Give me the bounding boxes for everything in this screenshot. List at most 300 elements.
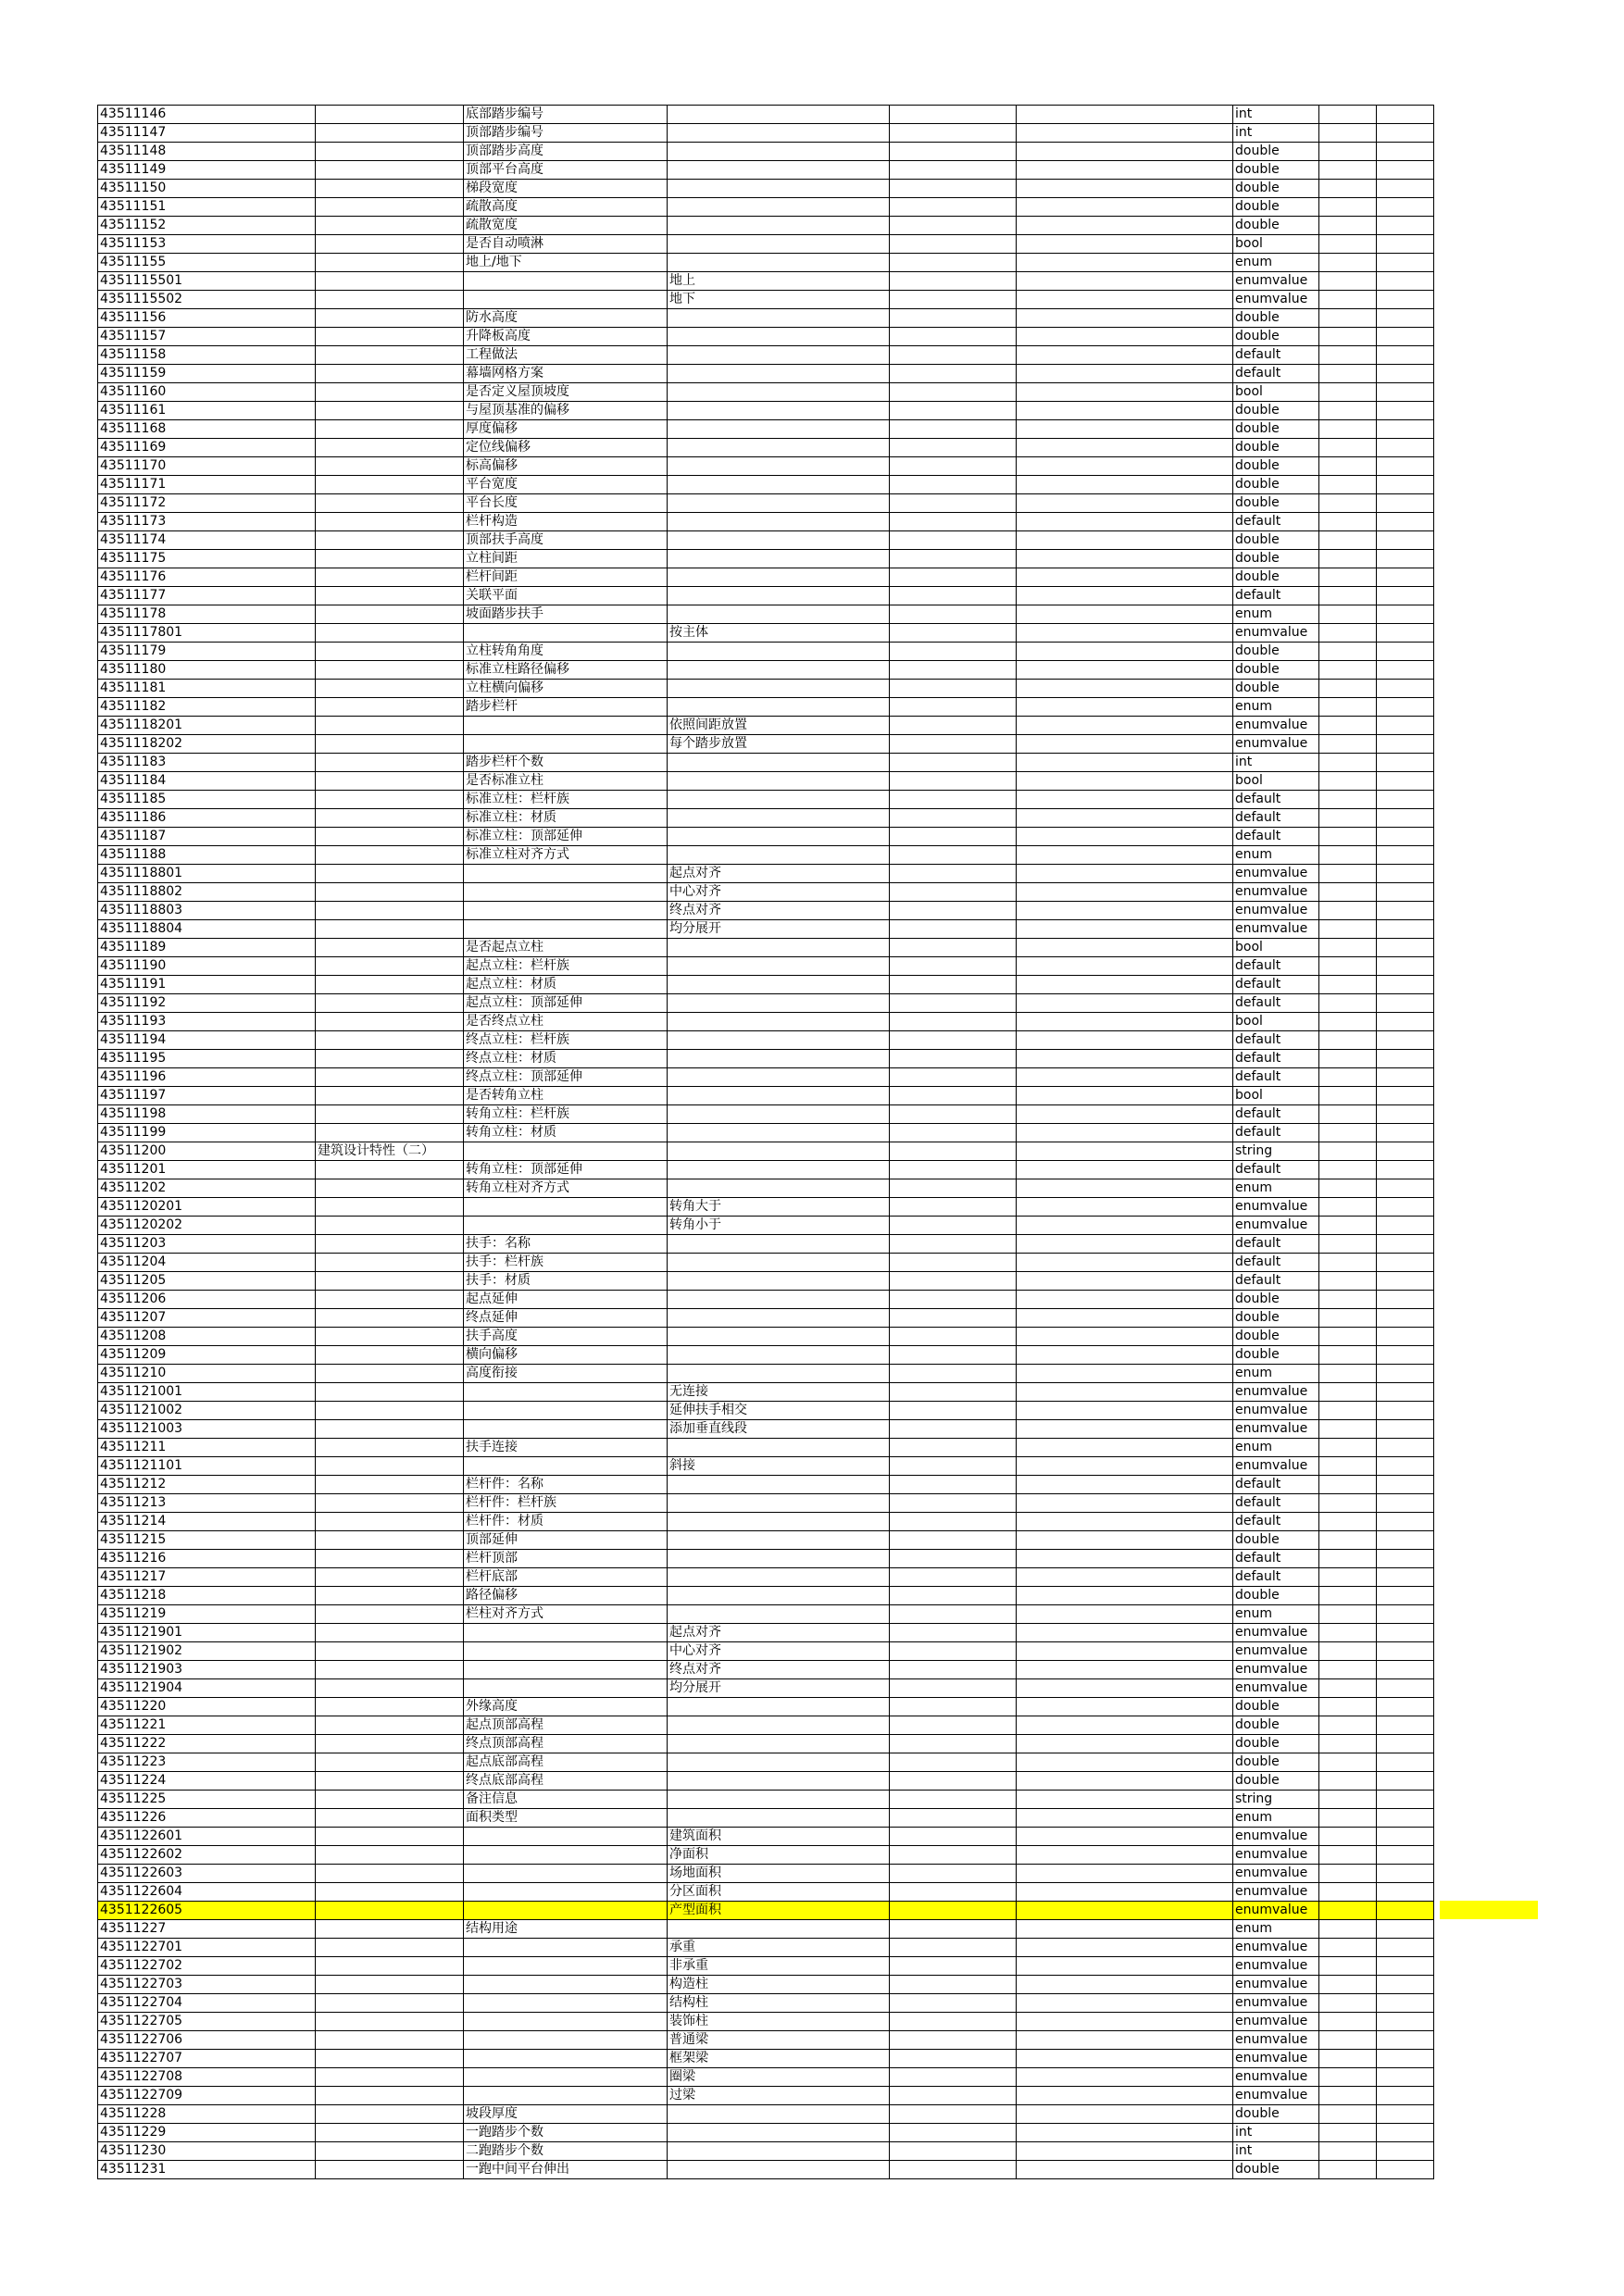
empty-cell[interactable]	[1377, 717, 1434, 735]
enum-option-cell[interactable]	[668, 1309, 890, 1328]
code-cell[interactable]: 43511217	[98, 1568, 316, 1587]
enum-option-cell[interactable]	[668, 605, 890, 624]
code-cell[interactable]: 43511198	[98, 1105, 316, 1124]
property-name-cell[interactable]: 栏杆件：名称	[464, 1476, 668, 1494]
code-cell[interactable]: 4351121001	[98, 1383, 316, 1402]
data-type-cell[interactable]: bool	[1233, 939, 1319, 957]
empty-cell[interactable]	[1377, 1568, 1434, 1587]
property-name-cell[interactable]: 转角立柱：栏杆族	[464, 1105, 668, 1124]
property-name-cell[interactable]: 顶部平台高度	[464, 161, 668, 180]
code-cell[interactable]: 4351122709	[98, 2087, 316, 2105]
enum-option-cell[interactable]: 按主体	[668, 624, 890, 643]
empty-cell[interactable]	[890, 1328, 1017, 1346]
code-cell[interactable]: 4351118801	[98, 865, 316, 883]
empty-cell[interactable]	[1377, 476, 1434, 494]
enum-option-cell[interactable]: 添加垂直线段	[668, 1420, 890, 1439]
category-cell[interactable]	[316, 920, 464, 939]
empty-cell[interactable]	[1319, 309, 1377, 328]
code-cell[interactable]: 43511193	[98, 1013, 316, 1031]
empty-cell[interactable]	[1377, 217, 1434, 235]
empty-cell[interactable]	[1319, 920, 1377, 939]
empty-cell[interactable]	[890, 1587, 1017, 1605]
property-name-cell[interactable]	[464, 1679, 668, 1698]
empty-cell[interactable]	[1319, 1661, 1377, 1679]
data-type-cell[interactable]: double	[1233, 1531, 1319, 1550]
code-cell[interactable]: 4351118202	[98, 735, 316, 754]
empty-cell[interactable]	[890, 865, 1017, 883]
code-cell[interactable]: 4351118804	[98, 920, 316, 939]
code-cell[interactable]: 43511219	[98, 1605, 316, 1624]
data-type-cell[interactable]: default	[1233, 1254, 1319, 1272]
enum-option-cell[interactable]	[668, 124, 890, 143]
category-cell[interactable]	[316, 254, 464, 272]
code-cell[interactable]: 43511207	[98, 1309, 316, 1328]
empty-cell[interactable]	[1017, 106, 1233, 124]
code-cell[interactable]: 43511231	[98, 2161, 316, 2179]
category-cell[interactable]	[316, 717, 464, 735]
empty-cell[interactable]	[890, 2087, 1017, 2105]
data-type-cell[interactable]: double	[1233, 680, 1319, 698]
empty-cell[interactable]	[1377, 1531, 1434, 1550]
empty-cell[interactable]	[1319, 1420, 1377, 1439]
category-cell[interactable]	[316, 1939, 464, 1957]
category-cell[interactable]	[316, 754, 464, 772]
empty-cell[interactable]	[1017, 1513, 1233, 1531]
enum-option-cell[interactable]: 起点对齐	[668, 865, 890, 883]
enum-option-cell[interactable]	[668, 1550, 890, 1568]
empty-cell[interactable]	[1377, 1272, 1434, 1291]
empty-cell[interactable]	[1319, 2161, 1377, 2179]
category-cell[interactable]	[316, 828, 464, 846]
category-cell[interactable]	[316, 1976, 464, 1994]
data-type-cell[interactable]: enumvalue	[1233, 1420, 1319, 1439]
data-type-cell[interactable]: enumvalue	[1233, 1642, 1319, 1661]
empty-cell[interactable]	[1319, 346, 1377, 365]
empty-cell[interactable]	[1319, 1735, 1377, 1753]
property-name-cell[interactable]: 是否标准立柱	[464, 772, 668, 791]
empty-cell[interactable]	[1377, 1550, 1434, 1568]
empty-cell[interactable]	[1017, 180, 1233, 198]
category-cell[interactable]	[316, 1365, 464, 1383]
data-type-cell[interactable]: double	[1233, 1735, 1319, 1753]
empty-cell[interactable]	[890, 457, 1017, 476]
empty-cell[interactable]	[1377, 550, 1434, 568]
code-cell[interactable]: 43511174	[98, 531, 316, 550]
empty-cell[interactable]	[1017, 2050, 1233, 2068]
property-name-cell[interactable]	[464, 2050, 668, 2068]
property-name-cell[interactable]: 标高偏移	[464, 457, 668, 476]
empty-cell[interactable]	[1319, 957, 1377, 976]
code-cell[interactable]: 43511195	[98, 1050, 316, 1068]
empty-cell[interactable]	[1319, 513, 1377, 531]
empty-cell[interactable]	[890, 309, 1017, 328]
data-type-cell[interactable]: double	[1233, 143, 1319, 161]
data-type-cell[interactable]: double	[1233, 217, 1319, 235]
empty-cell[interactable]	[890, 883, 1017, 902]
code-cell[interactable]: 4351121901	[98, 1624, 316, 1642]
enum-option-cell[interactable]	[668, 994, 890, 1013]
code-cell[interactable]: 43511191	[98, 976, 316, 994]
category-cell[interactable]	[316, 865, 464, 883]
data-type-cell[interactable]: enumvalue	[1233, 1939, 1319, 1957]
empty-cell[interactable]	[1319, 1809, 1377, 1828]
code-cell[interactable]: 43511206	[98, 1291, 316, 1309]
empty-cell[interactable]	[1017, 1439, 1233, 1457]
empty-cell[interactable]	[890, 1105, 1017, 1124]
empty-cell[interactable]	[890, 365, 1017, 383]
empty-cell[interactable]	[1377, 402, 1434, 420]
empty-cell[interactable]	[1319, 1328, 1377, 1346]
empty-cell[interactable]	[1017, 1753, 1233, 1772]
empty-cell[interactable]	[1319, 1679, 1377, 1698]
empty-cell[interactable]	[1319, 754, 1377, 772]
code-cell[interactable]: 43511222	[98, 1735, 316, 1753]
empty-cell[interactable]	[890, 1494, 1017, 1513]
code-cell[interactable]: 4351122602	[98, 1846, 316, 1865]
empty-cell[interactable]	[890, 1198, 1017, 1217]
empty-cell[interactable]	[1319, 1365, 1377, 1383]
code-cell[interactable]: 4351122703	[98, 1976, 316, 1994]
category-cell[interactable]	[316, 568, 464, 587]
empty-cell[interactable]	[890, 2105, 1017, 2124]
empty-cell[interactable]	[1017, 1679, 1233, 1698]
empty-cell[interactable]	[1377, 1179, 1434, 1198]
empty-cell[interactable]	[890, 994, 1017, 1013]
enum-option-cell[interactable]	[668, 846, 890, 865]
code-cell[interactable]: 43511169	[98, 439, 316, 457]
empty-cell[interactable]	[890, 1735, 1017, 1753]
property-name-cell[interactable]: 升降板高度	[464, 328, 668, 346]
category-cell[interactable]	[316, 1587, 464, 1605]
category-cell[interactable]	[316, 1087, 464, 1105]
category-cell[interactable]	[316, 365, 464, 383]
empty-cell[interactable]	[890, 1235, 1017, 1254]
empty-cell[interactable]	[1377, 1346, 1434, 1365]
empty-cell[interactable]	[1377, 939, 1434, 957]
empty-cell[interactable]	[1377, 1420, 1434, 1439]
empty-cell[interactable]	[1377, 1642, 1434, 1661]
empty-cell[interactable]	[1017, 476, 1233, 494]
empty-cell[interactable]	[1319, 2087, 1377, 2105]
data-type-cell[interactable]: default	[1233, 828, 1319, 846]
enum-option-cell[interactable]	[668, 476, 890, 494]
data-type-cell[interactable]: default	[1233, 1124, 1319, 1142]
category-cell[interactable]	[316, 1050, 464, 1068]
empty-cell[interactable]	[1017, 1828, 1233, 1846]
empty-cell[interactable]	[890, 939, 1017, 957]
enum-option-cell[interactable]	[668, 680, 890, 698]
data-type-cell[interactable]: enumvalue	[1233, 1457, 1319, 1476]
category-cell[interactable]	[316, 624, 464, 643]
empty-cell[interactable]	[1377, 309, 1434, 328]
empty-cell[interactable]	[1377, 1328, 1434, 1346]
data-type-cell[interactable]: int	[1233, 2142, 1319, 2161]
data-type-cell[interactable]: double	[1233, 420, 1319, 439]
empty-cell[interactable]	[890, 1179, 1017, 1198]
code-cell[interactable]: 43511204	[98, 1254, 316, 1272]
empty-cell[interactable]	[1319, 1254, 1377, 1272]
data-type-cell[interactable]: enumvalue	[1233, 272, 1319, 291]
property-name-cell[interactable]	[464, 1661, 668, 1679]
data-type-cell[interactable]: enumvalue	[1233, 1828, 1319, 1846]
empty-cell[interactable]	[890, 2124, 1017, 2142]
code-cell[interactable]: 43511196	[98, 1068, 316, 1087]
data-type-cell[interactable]: double	[1233, 1291, 1319, 1309]
data-type-cell[interactable]: enumvalue	[1233, 2087, 1319, 2105]
enum-option-cell[interactable]	[668, 309, 890, 328]
empty-cell[interactable]	[1017, 791, 1233, 809]
empty-cell[interactable]	[1319, 1383, 1377, 1402]
data-type-cell[interactable]: double	[1233, 1753, 1319, 1772]
empty-cell[interactable]	[1319, 2050, 1377, 2068]
code-cell[interactable]: 43511152	[98, 217, 316, 235]
property-name-cell[interactable]: 踏步栏杆	[464, 698, 668, 717]
empty-cell[interactable]	[890, 1068, 1017, 1087]
data-type-cell[interactable]: default	[1233, 1031, 1319, 1050]
empty-cell[interactable]	[1017, 1494, 1233, 1513]
empty-cell[interactable]	[1017, 809, 1233, 828]
empty-cell[interactable]	[1377, 1957, 1434, 1976]
enum-option-cell[interactable]	[668, 2105, 890, 2124]
empty-cell[interactable]	[1377, 1920, 1434, 1939]
data-type-cell[interactable]: int	[1233, 106, 1319, 124]
code-cell[interactable]: 4351121904	[98, 1679, 316, 1698]
empty-cell[interactable]	[1377, 828, 1434, 846]
empty-cell[interactable]	[1319, 365, 1377, 383]
empty-cell[interactable]	[890, 420, 1017, 439]
data-type-cell[interactable]: int	[1233, 754, 1319, 772]
code-cell[interactable]: 43511202	[98, 1179, 316, 1198]
property-name-cell[interactable]: 踏步栏杆个数	[464, 754, 668, 772]
empty-cell[interactable]	[1017, 1550, 1233, 1568]
property-name-cell[interactable]: 地上/地下	[464, 254, 668, 272]
category-cell[interactable]	[316, 2031, 464, 2050]
empty-cell[interactable]	[1017, 365, 1233, 383]
empty-cell[interactable]	[1319, 1050, 1377, 1068]
property-name-cell[interactable]: 结构用途	[464, 1920, 668, 1939]
property-name-cell[interactable]: 立柱间距	[464, 550, 668, 568]
empty-cell[interactable]	[1319, 383, 1377, 402]
empty-cell[interactable]	[1377, 1735, 1434, 1753]
data-type-cell[interactable]: enum	[1233, 1365, 1319, 1383]
data-type-cell[interactable]: default	[1233, 1272, 1319, 1291]
enum-option-cell[interactable]: 无连接	[668, 1383, 890, 1402]
empty-cell[interactable]	[1377, 161, 1434, 180]
category-cell[interactable]	[316, 1772, 464, 1791]
empty-cell[interactable]	[890, 1124, 1017, 1142]
data-type-cell[interactable]: double	[1233, 1772, 1319, 1791]
property-name-cell[interactable]: 立柱转角角度	[464, 643, 668, 661]
data-type-cell[interactable]: double	[1233, 1328, 1319, 1346]
category-cell[interactable]	[316, 346, 464, 365]
category-cell[interactable]	[316, 1624, 464, 1642]
data-type-cell[interactable]: default	[1233, 513, 1319, 531]
empty-cell[interactable]	[1319, 1883, 1377, 1902]
empty-cell[interactable]	[890, 1902, 1017, 1920]
category-cell[interactable]	[316, 1513, 464, 1531]
empty-cell[interactable]	[1377, 994, 1434, 1013]
empty-cell[interactable]	[890, 1291, 1017, 1309]
property-name-cell[interactable]	[464, 291, 668, 309]
property-name-cell[interactable]: 栏杆底部	[464, 1568, 668, 1587]
enum-option-cell[interactable]	[668, 698, 890, 717]
empty-cell[interactable]	[1377, 1513, 1434, 1531]
enum-option-cell[interactable]: 转角小于	[668, 1217, 890, 1235]
enum-option-cell[interactable]	[668, 1476, 890, 1494]
enum-option-cell[interactable]: 终点对齐	[668, 902, 890, 920]
code-cell[interactable]: 43511149	[98, 161, 316, 180]
code-cell[interactable]: 43511209	[98, 1346, 316, 1365]
empty-cell[interactable]	[1377, 1846, 1434, 1865]
empty-cell[interactable]	[1319, 1087, 1377, 1105]
empty-cell[interactable]	[1377, 1716, 1434, 1735]
property-name-cell[interactable]: 终点延伸	[464, 1309, 668, 1328]
property-name-cell[interactable]	[464, 902, 668, 920]
empty-cell[interactable]	[1377, 1902, 1434, 1920]
property-name-cell[interactable]: 是否自动喷淋	[464, 235, 668, 254]
data-type-cell[interactable]: double	[1233, 568, 1319, 587]
empty-cell[interactable]	[1017, 309, 1233, 328]
empty-cell[interactable]	[1319, 1142, 1377, 1161]
empty-cell[interactable]	[1017, 643, 1233, 661]
category-cell[interactable]	[316, 383, 464, 402]
empty-cell[interactable]	[890, 1624, 1017, 1642]
category-cell[interactable]	[316, 2050, 464, 2068]
empty-cell[interactable]	[1319, 457, 1377, 476]
empty-cell[interactable]	[1377, 754, 1434, 772]
empty-cell[interactable]	[1319, 661, 1377, 680]
empty-cell[interactable]	[890, 254, 1017, 272]
empty-cell[interactable]	[1017, 828, 1233, 846]
data-type-cell[interactable]: enumvalue	[1233, 1198, 1319, 1217]
empty-cell[interactable]	[1017, 1383, 1233, 1402]
empty-cell[interactable]	[1377, 439, 1434, 457]
empty-cell[interactable]	[1017, 661, 1233, 680]
data-type-cell[interactable]: double	[1233, 1587, 1319, 1605]
property-name-cell[interactable]	[464, 1624, 668, 1642]
empty-cell[interactable]	[1319, 1457, 1377, 1476]
data-type-cell[interactable]: bool	[1233, 235, 1319, 254]
empty-cell[interactable]	[1017, 1365, 1233, 1383]
empty-cell[interactable]	[1377, 235, 1434, 254]
empty-cell[interactable]	[890, 1550, 1017, 1568]
property-name-cell[interactable]: 关联平面	[464, 587, 668, 605]
empty-cell[interactable]	[890, 976, 1017, 994]
data-type-cell[interactable]: double	[1233, 494, 1319, 513]
enum-option-cell[interactable]: 普通梁	[668, 2031, 890, 2050]
empty-cell[interactable]	[1017, 1976, 1233, 1994]
empty-cell[interactable]	[1377, 1124, 1434, 1142]
category-cell[interactable]	[316, 661, 464, 680]
code-cell[interactable]: 43511228	[98, 2105, 316, 2124]
code-cell[interactable]: 43511150	[98, 180, 316, 198]
empty-cell[interactable]	[1017, 1050, 1233, 1068]
empty-cell[interactable]	[890, 809, 1017, 828]
data-type-cell[interactable]: double	[1233, 180, 1319, 198]
data-type-cell[interactable]: default	[1233, 1550, 1319, 1568]
empty-cell[interactable]	[1017, 1698, 1233, 1716]
code-cell[interactable]: 43511205	[98, 1272, 316, 1291]
empty-cell[interactable]	[890, 1031, 1017, 1050]
empty-cell[interactable]	[1377, 791, 1434, 809]
property-name-cell[interactable]: 幕墙网格方案	[464, 365, 668, 383]
code-cell[interactable]: 43511218	[98, 1587, 316, 1605]
enum-option-cell[interactable]	[668, 661, 890, 680]
empty-cell[interactable]	[1377, 1939, 1434, 1957]
property-name-cell[interactable]: 工程做法	[464, 346, 668, 365]
empty-cell[interactable]	[1377, 1698, 1434, 1716]
category-cell[interactable]	[316, 1828, 464, 1846]
enum-option-cell[interactable]	[668, 1346, 890, 1365]
empty-cell[interactable]	[1377, 865, 1434, 883]
code-cell[interactable]: 43511190	[98, 957, 316, 976]
enum-option-cell[interactable]	[668, 1235, 890, 1254]
empty-cell[interactable]	[1319, 1031, 1377, 1050]
empty-cell[interactable]	[1377, 846, 1434, 865]
empty-cell[interactable]	[1319, 1957, 1377, 1976]
empty-cell[interactable]	[890, 346, 1017, 365]
empty-cell[interactable]	[1017, 161, 1233, 180]
empty-cell[interactable]	[1377, 643, 1434, 661]
empty-cell[interactable]	[1319, 2068, 1377, 2087]
enum-option-cell[interactable]: 地下	[668, 291, 890, 309]
category-cell[interactable]	[316, 883, 464, 902]
enum-option-cell[interactable]: 地上	[668, 272, 890, 291]
data-type-cell[interactable]: default	[1233, 1235, 1319, 1254]
empty-cell[interactable]	[1017, 1883, 1233, 1902]
empty-cell[interactable]	[890, 1661, 1017, 1679]
category-cell[interactable]	[316, 1550, 464, 1568]
empty-cell[interactable]	[890, 1994, 1017, 2013]
empty-cell[interactable]	[1319, 2013, 1377, 2031]
property-name-cell[interactable]	[464, 735, 668, 754]
empty-cell[interactable]	[1017, 1846, 1233, 1865]
data-type-cell[interactable]: enumvalue	[1233, 865, 1319, 883]
property-name-cell[interactable]: 路径偏移	[464, 1587, 668, 1605]
empty-cell[interactable]	[1377, 420, 1434, 439]
empty-cell[interactable]	[1319, 568, 1377, 587]
empty-cell[interactable]	[1319, 1013, 1377, 1031]
empty-cell[interactable]	[890, 828, 1017, 846]
code-cell[interactable]: 43511199	[98, 1124, 316, 1142]
enum-option-cell[interactable]: 中心对齐	[668, 883, 890, 902]
empty-cell[interactable]	[1377, 2124, 1434, 2142]
empty-cell[interactable]	[1017, 217, 1233, 235]
data-type-cell[interactable]: default	[1233, 994, 1319, 1013]
empty-cell[interactable]	[1017, 883, 1233, 902]
empty-cell[interactable]	[1319, 198, 1377, 217]
empty-cell[interactable]	[890, 957, 1017, 976]
code-cell[interactable]: 43511213	[98, 1494, 316, 1513]
empty-cell[interactable]	[1319, 605, 1377, 624]
category-cell[interactable]	[316, 1846, 464, 1865]
category-cell[interactable]	[316, 1309, 464, 1328]
empty-cell[interactable]	[1377, 1476, 1434, 1494]
data-type-cell[interactable]: double	[1233, 457, 1319, 476]
category-cell[interactable]	[316, 957, 464, 976]
code-cell[interactable]: 4351121903	[98, 1661, 316, 1679]
property-name-cell[interactable]: 栏杆顶部	[464, 1550, 668, 1568]
empty-cell[interactable]	[890, 272, 1017, 291]
property-name-cell[interactable]: 顶部延伸	[464, 1531, 668, 1550]
empty-cell[interactable]	[1017, 1605, 1233, 1624]
data-type-cell[interactable]: default	[1233, 587, 1319, 605]
data-type-cell[interactable]: enumvalue	[1233, 1624, 1319, 1642]
property-name-cell[interactable]: 横向偏移	[464, 1346, 668, 1365]
empty-cell[interactable]	[1017, 1661, 1233, 1679]
empty-cell[interactable]	[1319, 420, 1377, 439]
empty-cell[interactable]	[890, 2031, 1017, 2050]
